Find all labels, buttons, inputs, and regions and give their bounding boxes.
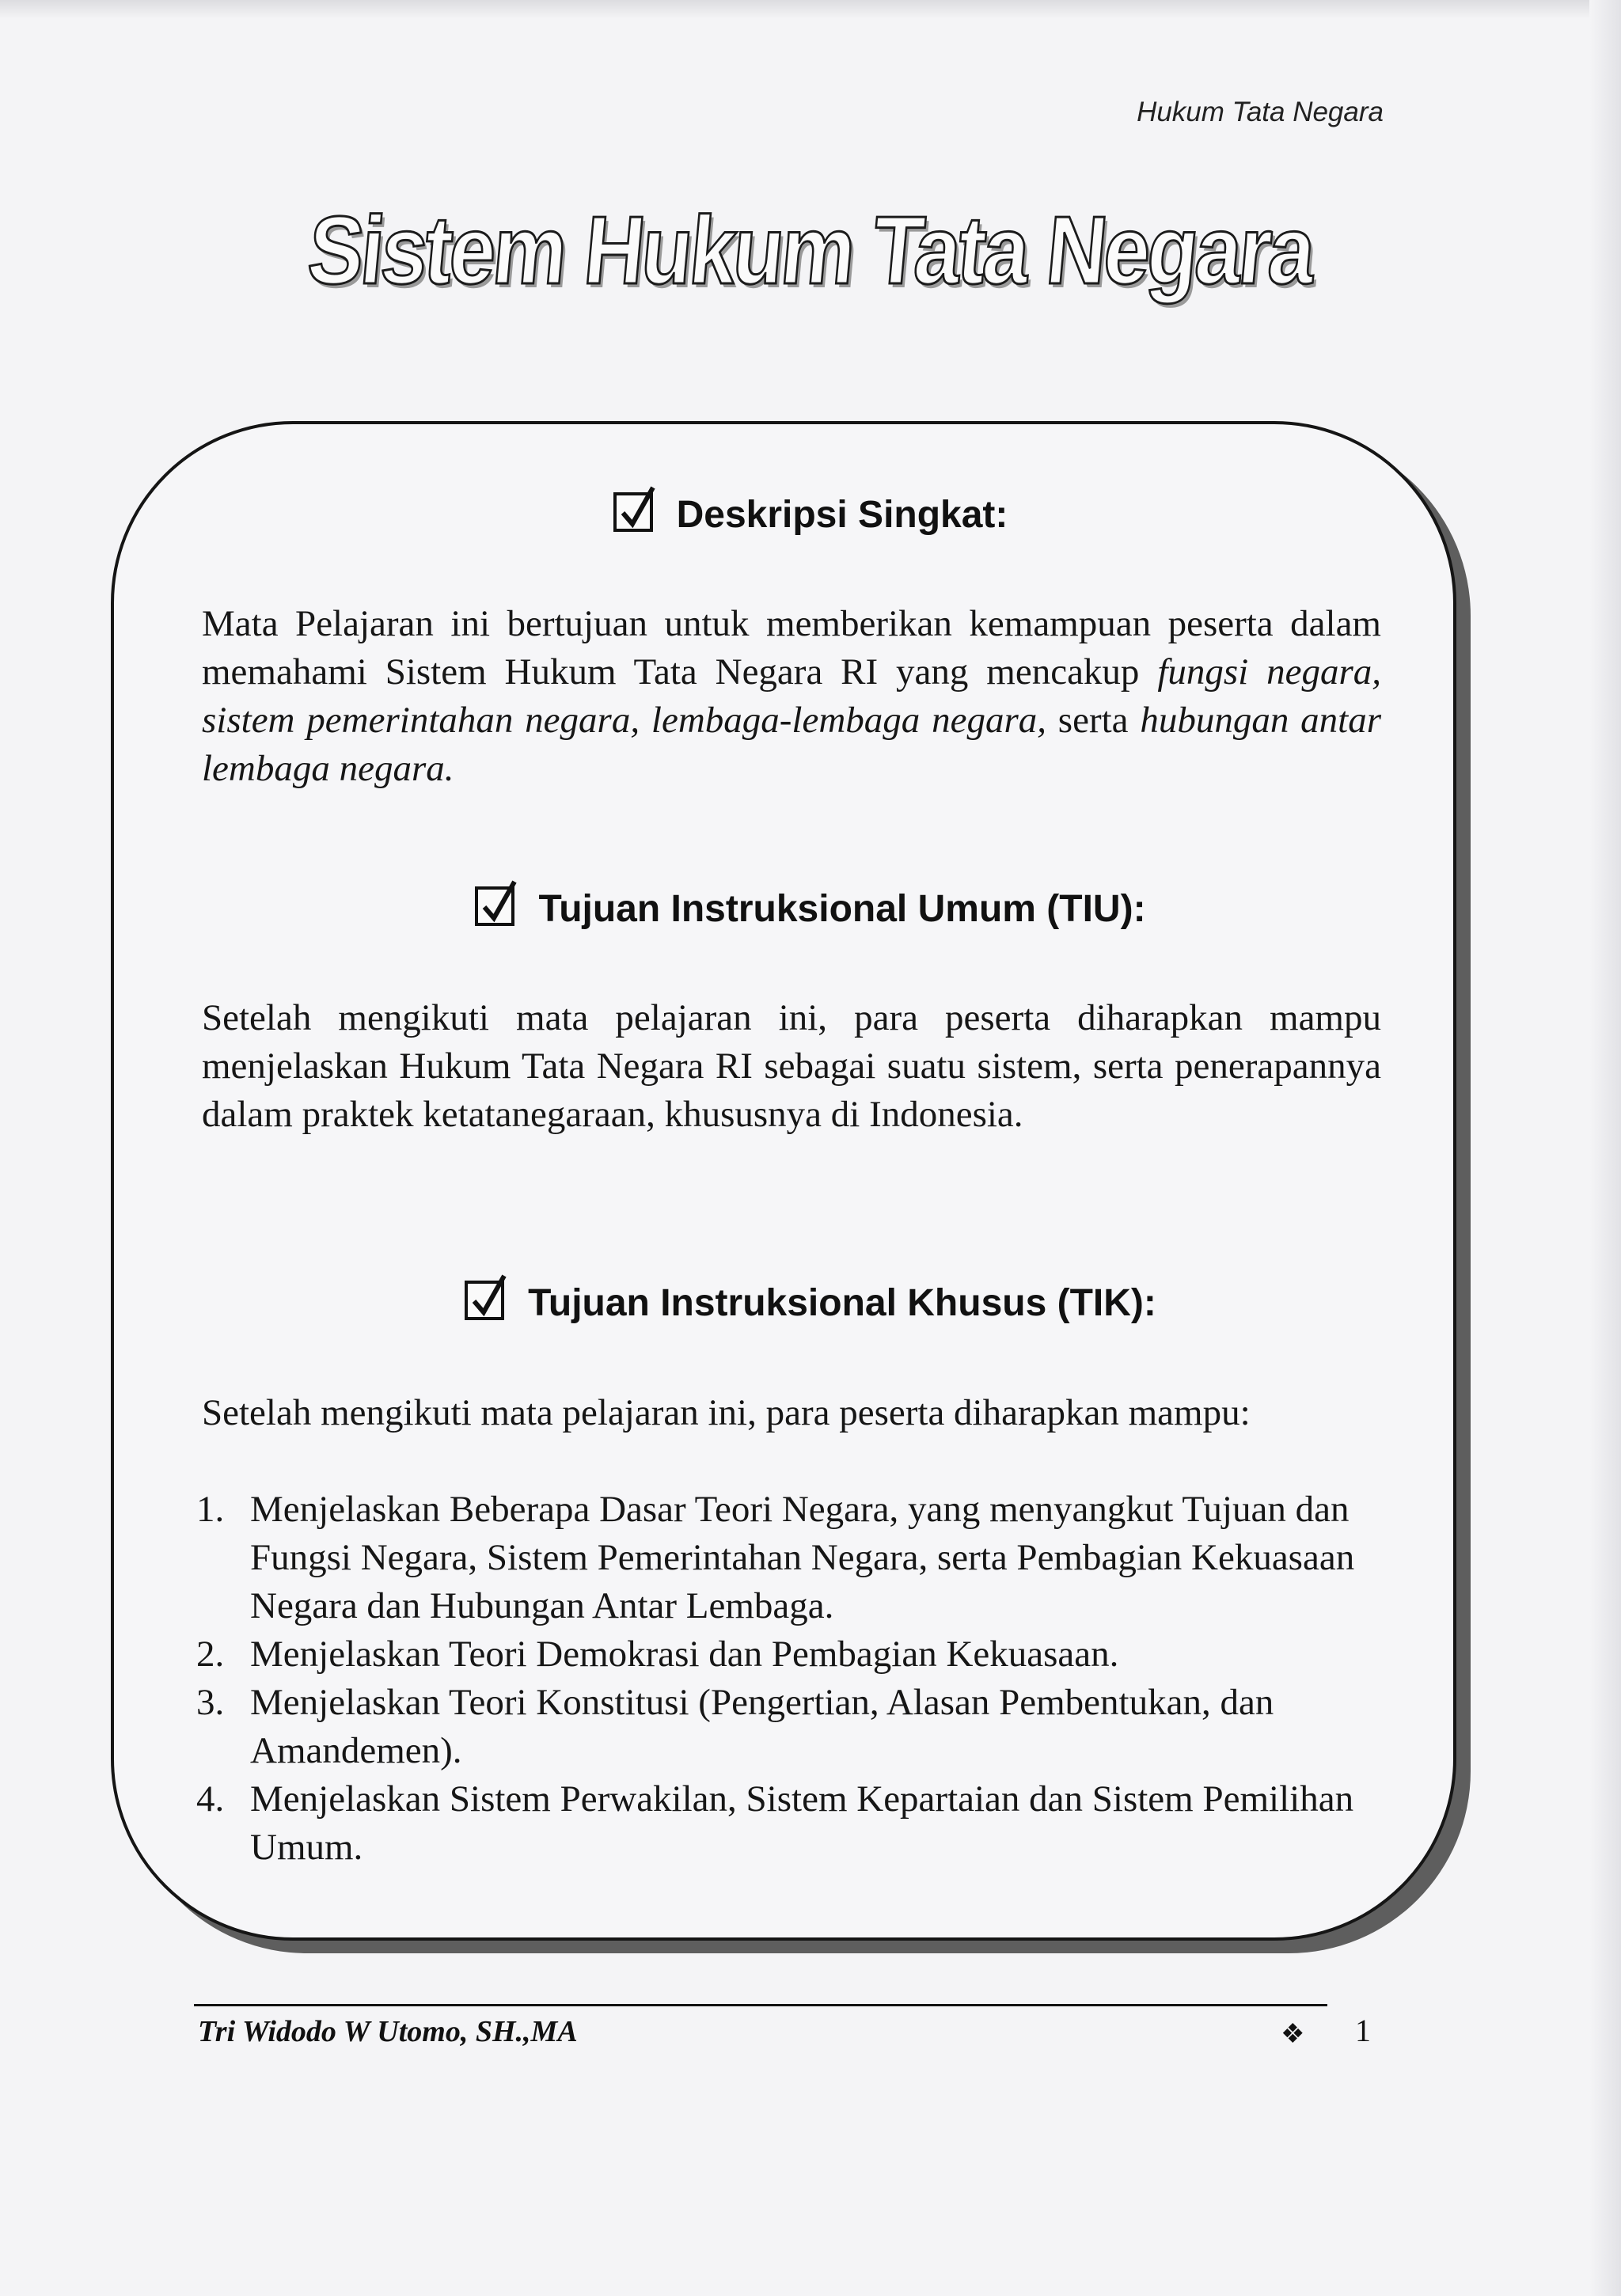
- list-item-text: Menjelaskan Beberapa Dasar Teori Negara, yang menyangkut Tujuan dan Fungsi Negara, Sistem Pemerintahan Negara, serta Pembagian Kekuasaan Negara dan Hubungan Antar Lembaga.: [250, 1489, 1355, 1626]
- list-item-text: Menjelaskan Teori Konstitusi (Pengertian, Alasan Pembentukan, dan Amandemen).: [250, 1682, 1274, 1771]
- tik-objectives-list: [196, 1486, 1384, 1872]
- list-item-number: 1.: [196, 1489, 225, 1530]
- deskripsi-paragraph: [202, 600, 1381, 793]
- list-item: [196, 1679, 1384, 1775]
- tiu-paragraph: Setelah mengikuti mata pelajaran ini, para peserta diharapkan mampu menjelaskan Hukum Tata Negara RI sebagai suatu sistem, serta penerapannya dalam praktek ketatanegaraan, khususnya di Indonesia.: [202, 997, 1381, 1135]
- page-title: Sistem Hukum Tata Negara: [303, 196, 1318, 304]
- footer-author: Tri Widodo W Utomo, SH.,MA: [198, 2015, 578, 2048]
- section-heading-deskripsi: [0, 492, 1621, 537]
- deskripsi-text-connector: serta: [1046, 700, 1141, 741]
- running-header: Hukum Tata Negara: [1137, 97, 1384, 127]
- deskripsi-text: Mata Pelajaran ini bertujuan untuk memberikan kemampuan peserta dalam memahami Sistem Hukum Tata Negara RI yang mencakup: [202, 603, 1381, 693]
- checkbox-checked-icon: [613, 492, 653, 532]
- section-heading-tiu: [0, 886, 1621, 931]
- footer-rule: [194, 2004, 1327, 2006]
- list-item: [196, 1630, 1384, 1679]
- section-heading-tik: [0, 1281, 1621, 1325]
- page-top-shadow: [0, 0, 1621, 19]
- list-item: [196, 1775, 1384, 1872]
- section-heading-label: Tujuan Instruksional Khusus (TIK):: [528, 1282, 1156, 1324]
- list-item-number: 4.: [196, 1778, 225, 1820]
- list-item-number: 2.: [196, 1634, 225, 1675]
- deskripsi-italic-terms-2: hubungan antar lembaga negara.: [202, 700, 1381, 789]
- list-item-number: 3.: [196, 1682, 225, 1723]
- section-heading-label: Tujuan Instruksional Umum (TIU):: [538, 888, 1146, 930]
- list-item: [196, 1486, 1384, 1630]
- list-item-text: Menjelaskan Teori Demokrasi dan Pembagian Kekuasaan.: [250, 1634, 1119, 1675]
- tik-intro: Setelah mengikuti mata pelajaran ini, para peserta diharapkan mampu:: [202, 1392, 1251, 1433]
- deskripsi-italic-terms: fungsi negara, sistem pemerintahan negara, lembaga-lembaga negara,: [202, 651, 1381, 741]
- section-heading-label: Deskripsi Singkat:: [676, 494, 1008, 536]
- checkbox-checked-icon: [465, 1281, 504, 1320]
- checkbox-checked-icon: [475, 886, 514, 926]
- list-item-text: Menjelaskan Sistem Perwakilan, Sistem Kepartaian dan Sistem Pemilihan Umum.: [250, 1778, 1354, 1868]
- diamond-ornament-icon: ❖: [1281, 2020, 1305, 2049]
- page-right-shadow: [1589, 0, 1621, 2296]
- page-number: 1: [1355, 2013, 1371, 2048]
